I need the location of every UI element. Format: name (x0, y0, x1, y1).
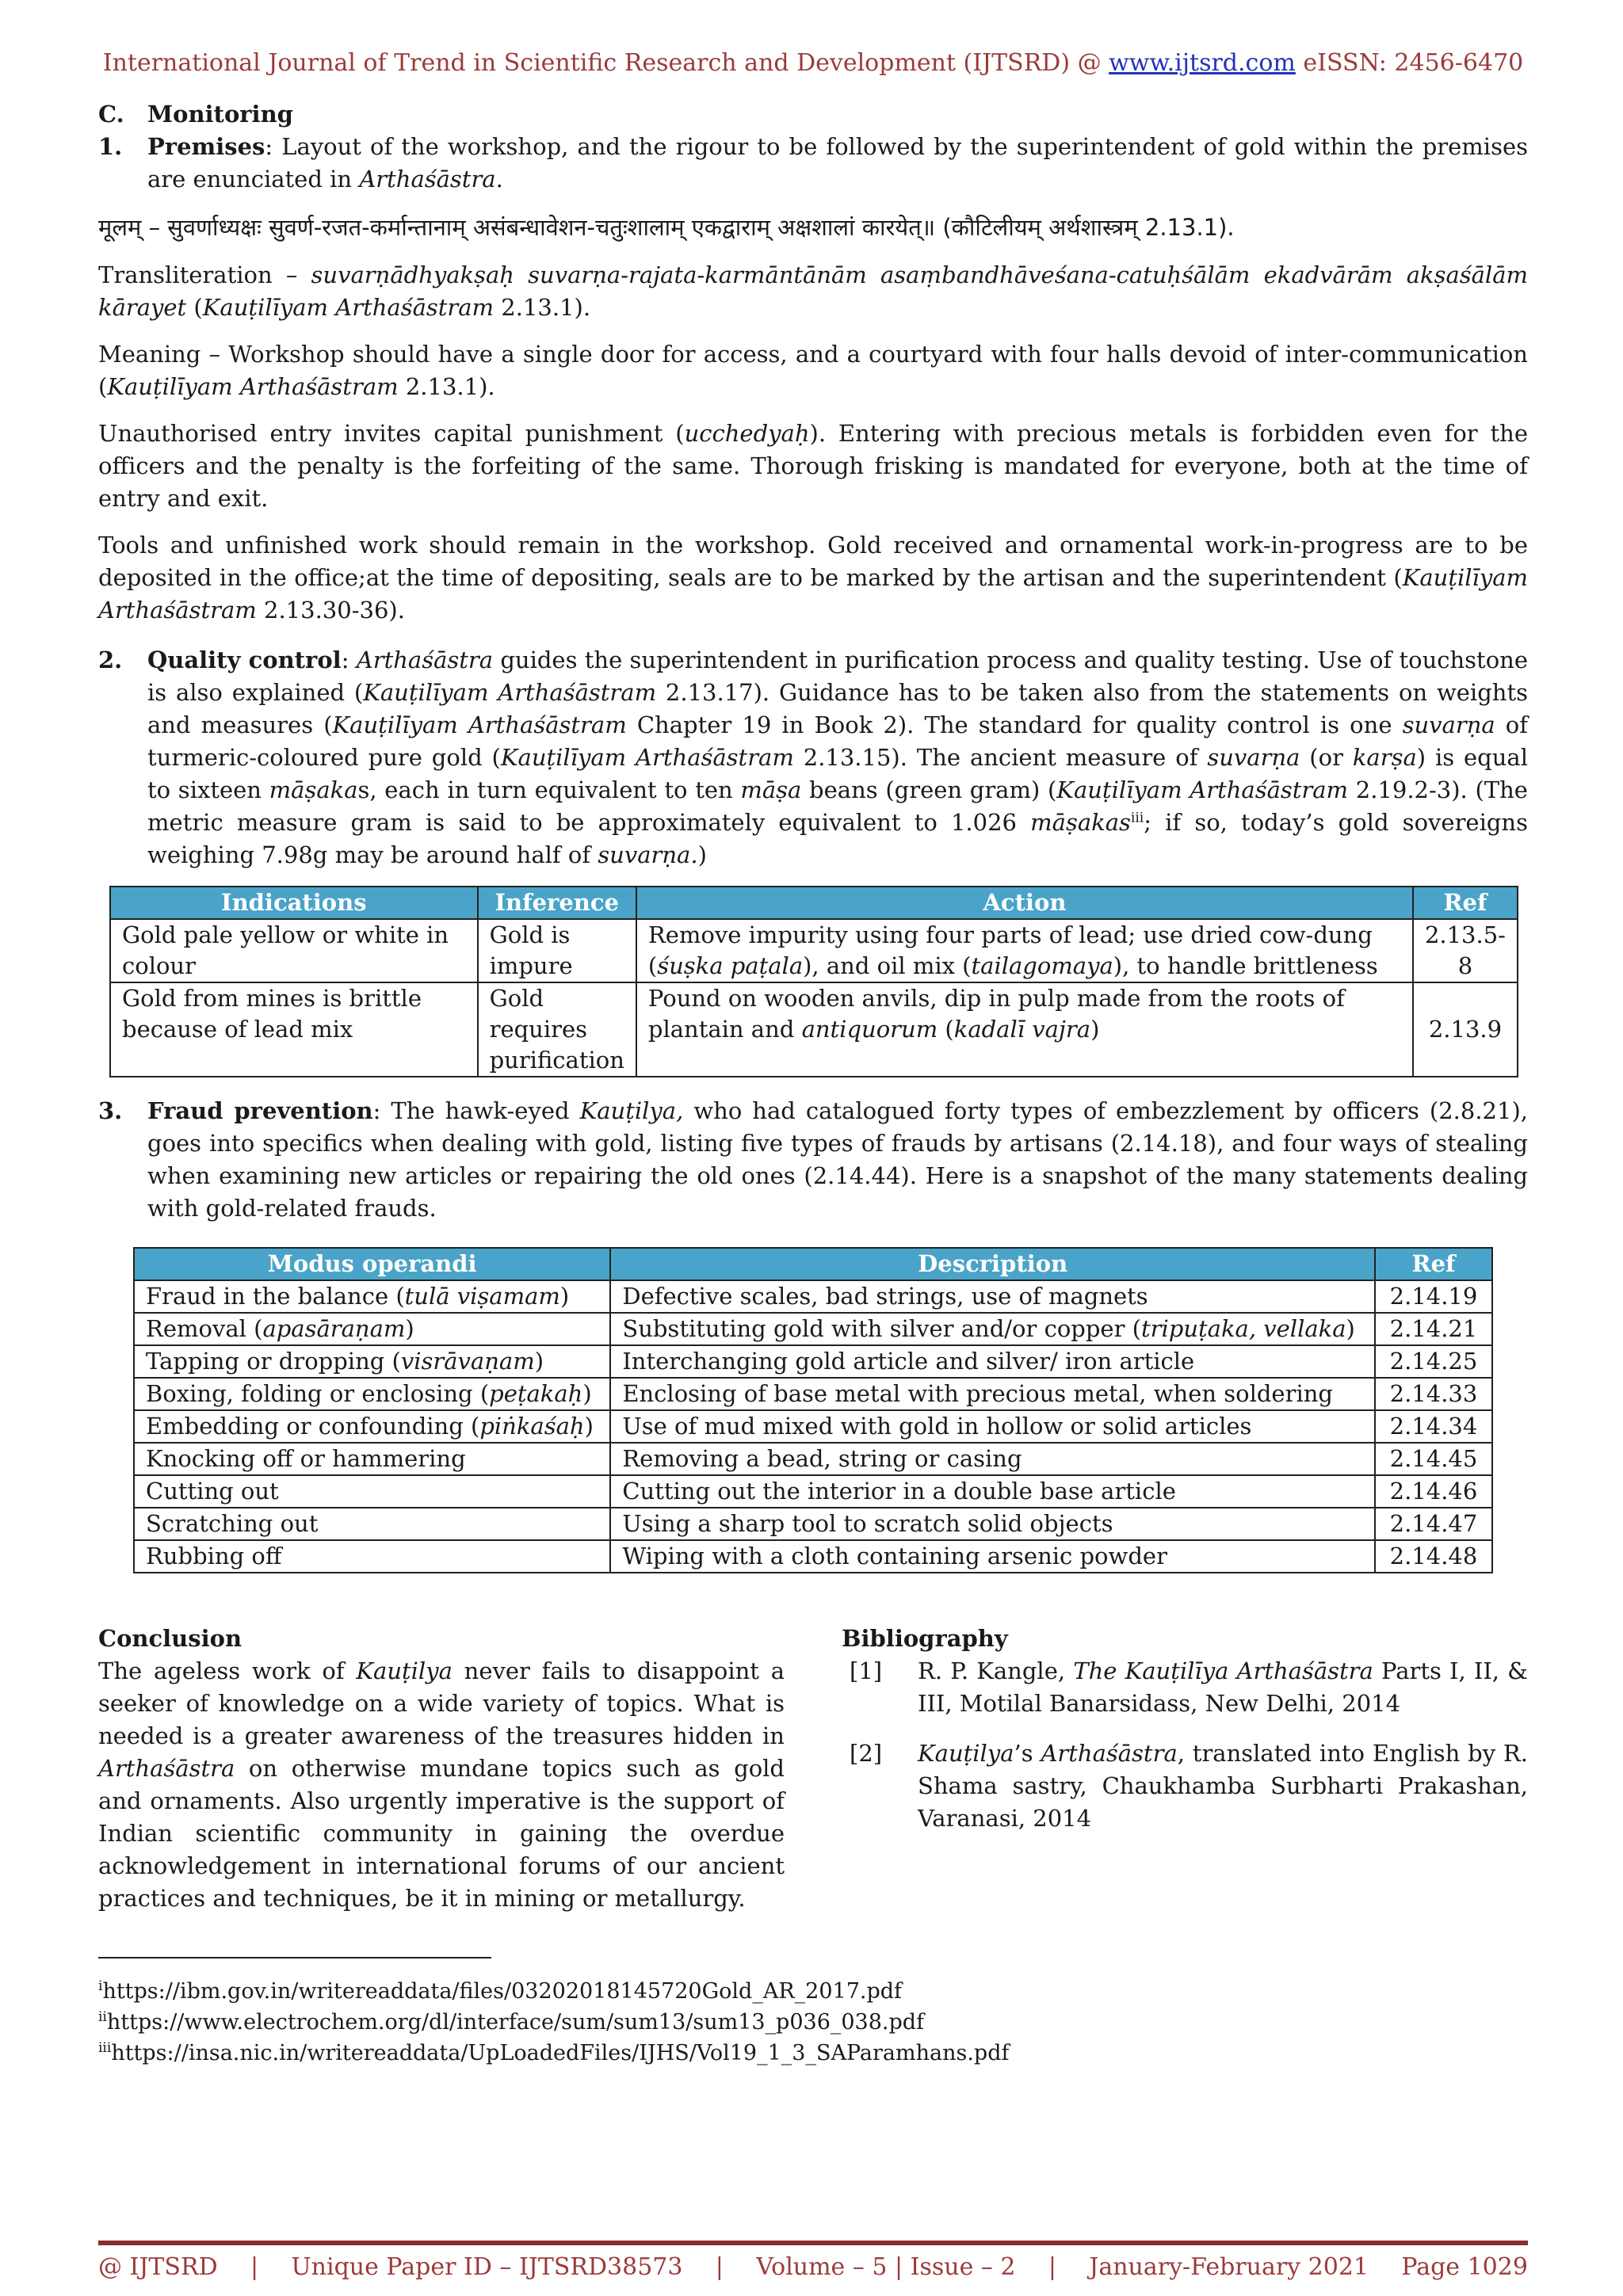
table-header-row (110, 887, 1518, 919)
footer-date: January-February 2021 (1089, 2253, 1369, 2281)
table-row (134, 1313, 1492, 1345)
column-header: Description (610, 1248, 1375, 1280)
fraud-a: : The hawk-eyed (372, 1097, 580, 1124)
table-row (134, 1410, 1492, 1443)
transliteration: Transliteration – suvarṇādhyakṣaḥ suvarṇa-rajata-karmāntānām asaṃbandhāveśana-catuḥśālām ekadvārām akṣaśālām kārayet (Kauṭilīyam Arthaśāstram 2.13.1). (98, 261, 1528, 321)
q-t2: guides the superintendent in purification process and quality testing. Use of touchstone is also explained ( (147, 646, 1528, 706)
description-cell (610, 1540, 1375, 1573)
q-t11: suvarṇa (1207, 744, 1300, 771)
modus-text: Scratching out (146, 1510, 319, 1537)
description-text: Wiping with a cloth containing arsenic powder (622, 1543, 1167, 1569)
q-t21: māṣakas (1030, 809, 1131, 836)
ref-cell: 2.14.25 (1375, 1345, 1492, 1378)
translit-refnum: 2.13.1). (494, 294, 591, 321)
item-number: 1. (98, 133, 123, 160)
q-t16: s, each in turn equivalent to ten (357, 776, 741, 803)
conclusion-text (98, 1655, 785, 1915)
q-t3: Kauṭilīyam Arthaśāstram (363, 679, 657, 706)
description-text: ) (1346, 1315, 1355, 1342)
tools-b: 2.13.30-36). (256, 597, 405, 624)
action-text: Remove impurity using four parts of lead; use dried cow-dung ( (647, 921, 1373, 979)
unauth-a: Unauthorised entry invites capital punishment ( (98, 420, 685, 447)
page-footer (98, 2253, 1528, 2281)
bibliography-column (842, 1623, 1528, 1915)
conclusion-c: on otherwise mundane topics such as gold and ornaments. Also urgently imperative is the support of Indian scientific community in gaining the overdue acknowledgement in international forums of our ancient practices and techniques, be it in mining or metallurgy. (98, 1755, 785, 1912)
premises-item: 1. Premises: Layout of the workshop, and the rigour to be followed by the superintendent of gold within the premises are enunciated in Arthaśāstra. (98, 131, 1528, 196)
section-heading (98, 98, 1528, 131)
footer-separator: | (250, 2253, 259, 2281)
ref-cell: 2.14.19 (1375, 1280, 1492, 1313)
quality-table (109, 886, 1518, 1077)
q-t4: 2.13.17). Guidance has to be taken also from the statements on weights and measures ( (147, 679, 1528, 738)
bib-text: ’s (1014, 1740, 1041, 1767)
unauth-b: ). Entering with precious metals is forbidden even for the officers and the penalty is the forfeiting of the same. Thorough frisking is mandated for everyone, both at the time of entry and exit. (98, 420, 1528, 512)
footnote (98, 2007, 1010, 2038)
tools-a: Tools and unfinished work should remain in the workshop. Gold received and ornamental work-in-progress are to be deposited in the office;at the time of depositing, seals are to be marked by the artisan and the superintendent ( (98, 532, 1528, 591)
column-header: Action (636, 887, 1413, 919)
action-term: śuṣka paṭala (657, 952, 804, 979)
description-text: Interchanging gold article and silver/ iron article (622, 1348, 1195, 1375)
bib-title: The Kauṭilīya Arthaśāstra (1073, 1657, 1373, 1684)
meaning (98, 338, 1528, 403)
description-text: Defective scales, bad strings, use of magnets (622, 1283, 1148, 1310)
modus-text: Removal ( (146, 1315, 263, 1342)
q-t10: 2.13.15). The ancient measure of (793, 744, 1208, 771)
footer-volume: Volume – 5 | Issue – 2 (756, 2253, 1016, 2281)
modus-text: Boxing, folding or enclosing ( (146, 1380, 490, 1407)
ref-cell: 2.14.45 (1375, 1443, 1492, 1475)
q-t18: beans (green gram) ( (801, 776, 1057, 803)
action-text: ), and oil mix ( (803, 952, 972, 979)
q-t23: suvarṇa. (598, 841, 698, 868)
fraud-prevention-item (98, 1095, 1528, 1225)
q-t8: of turmeric-coloured pure gold ( (147, 711, 1528, 771)
q-t17: māṣa (740, 776, 802, 803)
footnote-mark: i (98, 1978, 103, 1994)
modus-text: ) (405, 1315, 414, 1342)
modus-cell (134, 1443, 610, 1475)
table-row (134, 1508, 1492, 1540)
unauthorised-entry-paragraph (98, 418, 1528, 515)
footer-brand: @ IJTSRD (98, 2253, 218, 2281)
section-letter: C. (98, 101, 124, 128)
footnote-divider (98, 1957, 491, 1958)
modus-cell (134, 1508, 610, 1540)
bib-title: Kauṭilya (918, 1740, 1014, 1767)
modus-term: tulā viṣamam (404, 1283, 560, 1310)
quality-label: Quality control (147, 646, 342, 673)
footnote-url[interactable]: https://insa.nic.in/writereaddata/UpLoadedFiles/IJHS/Vol19_1_3_SAParamhans.pdf (111, 2041, 1010, 2065)
description-text: Removing a bead, string or casing (622, 1445, 1022, 1472)
ref-cell: 2.13.9 (1413, 982, 1518, 1077)
action-text: ( (938, 1016, 954, 1043)
modus-cell (134, 1313, 610, 1345)
description-text: Using a sharp tool to scratch solid objects (622, 1510, 1113, 1537)
table-row (134, 1345, 1492, 1378)
q-t24: ) (697, 841, 707, 868)
bibliography-entry (842, 1737, 1528, 1835)
modus-text: ) (534, 1348, 544, 1375)
translit-prefix: Transliteration – (98, 261, 311, 288)
description-text: Cutting out the interior in a double base article (622, 1478, 1176, 1505)
modus-text: Embedding or confounding ( (146, 1413, 480, 1440)
conclusion-heading: Conclusion (98, 1625, 242, 1652)
footer-paper-id: Unique Paper ID – IJTSRD38573 (291, 2253, 683, 2281)
description-text: Enclosing of base metal with precious metal, when soldering (622, 1380, 1333, 1407)
q-t13: karṣa (1352, 744, 1417, 771)
bib-text: Parts I, II, & III, Motilal Banarsidass, New Delhi, 2014 (918, 1657, 1528, 1717)
description-cell (610, 1280, 1375, 1313)
item-number: 3. (98, 1097, 123, 1124)
modus-text: Cutting out (146, 1478, 279, 1505)
action-term: kadalī vajra (953, 1016, 1091, 1043)
fraud-name: Kauṭilya, (579, 1097, 684, 1124)
footnote-url[interactable]: https://www.electrochem.org/dl/interface/sum/sum13/sum13_p036_038.pdf (106, 2010, 925, 2035)
inference-cell: Gold is impure (478, 919, 636, 982)
q-t9: Kauṭilīyam Arthaśāstram (500, 744, 794, 771)
journal-eissn: eISSN: 2456-6470 (1295, 49, 1524, 77)
footer-page: Page 1029 (1401, 2253, 1528, 2281)
action-text: ), to handle brittleness (1113, 952, 1378, 979)
table-row (134, 1378, 1492, 1410)
footer-rule (98, 2241, 1528, 2245)
footer-separator: | (1048, 2253, 1056, 2281)
fraud-table-body (134, 1280, 1492, 1573)
indication-cell: Gold from mines is brittle because of lead mix (110, 982, 478, 1077)
q-t20: 2.19.2-3). (The metric measure gram is said to be approximately equivalent to 1.026 (147, 776, 1528, 836)
bib-number: [1] (850, 1657, 883, 1684)
q-t22: ; if so, today’s gold sovereigns weighing 7.98g may be around half of (147, 809, 1528, 868)
description-text: Substituting gold with silver and/or copper ( (622, 1315, 1141, 1342)
table-row (110, 919, 1518, 982)
conclusion-ref: Arthaśāstra (98, 1755, 235, 1782)
description-cell (610, 1378, 1375, 1410)
column-header: Ref (1413, 887, 1518, 919)
main-content (98, 98, 1528, 1915)
modus-term: apasāraṇam (262, 1315, 406, 1342)
modus-text: ) (582, 1380, 592, 1407)
journal-link[interactable]: www.ijtsrd.com (1109, 49, 1296, 77)
modus-text: Tapping or dropping ( (146, 1348, 401, 1375)
footnote-mark: ii (98, 2009, 107, 2025)
translit-text: suvarṇādhyakṣaḥ suvarṇa-rajata-karmāntānām asaṃbandhāveśana-catuḥśālām ekadvārām akṣaśālām kārayet (98, 261, 1528, 321)
inference-cell: Gold requires purification (478, 982, 636, 1077)
bib-text: R. P. Kangle, (918, 1657, 1074, 1684)
table-row (110, 982, 1518, 1077)
journal-name: International Journal of Trend in Scientific Research and Development (IJTSRD) @ (102, 49, 1109, 77)
q-t12: (or (1300, 744, 1353, 771)
modus-term: visrāvaṇam (400, 1348, 535, 1375)
premises-ref: Arthaśāstra (359, 166, 496, 193)
bibliography-heading: Bibliography (842, 1625, 1008, 1652)
footnote-ref[interactable]: iii (1130, 810, 1144, 826)
modus-term: piṅkaśaḥ (479, 1413, 585, 1440)
footnote-url[interactable]: https://ibm.gov.in/writereaddata/files/03202018145720Gold_AR_2017.pdf (102, 1979, 903, 2004)
table-row (134, 1475, 1492, 1508)
table-header-row (134, 1248, 1492, 1280)
action-term: tailagomaya (971, 952, 1113, 979)
modus-cell (134, 1378, 610, 1410)
ref-cell: 2.14.46 (1375, 1475, 1492, 1508)
q-t7: suvarṇa (1402, 711, 1495, 738)
modus-text: ) (584, 1413, 594, 1440)
description-cell (610, 1443, 1375, 1475)
column-header: Modus operandi (134, 1248, 610, 1280)
table-row (134, 1280, 1492, 1313)
description-text: Use of mud mixed with gold in hollow or solid articles (622, 1413, 1252, 1440)
table-row (134, 1443, 1492, 1475)
modus-cell (134, 1280, 610, 1313)
indication-cell: Gold pale yellow or white in colour (110, 919, 478, 982)
meaning-refnum: 2.13.1). (398, 373, 495, 400)
unauth-term: ucchedyaḥ (684, 420, 810, 447)
ref-cell: 2.14.21 (1375, 1313, 1492, 1345)
section-title: Monitoring (147, 101, 293, 128)
q-t5: Kauṭilīyam Arthaśāstram (332, 711, 627, 738)
modus-cell (134, 1475, 610, 1508)
ref-cell: 2.13.5-8 (1413, 919, 1518, 982)
bib-title: Arthaśāstra (1041, 1740, 1178, 1767)
premises-end: . (495, 166, 503, 193)
journal-header (98, 49, 1528, 77)
conclusion-name: Kauṭilya (356, 1657, 453, 1684)
description-cell (610, 1410, 1375, 1443)
item-number: 2. (98, 646, 123, 673)
modus-cell (134, 1410, 610, 1443)
tools-paragraph (98, 529, 1528, 627)
description-cell (610, 1313, 1375, 1345)
description-term: tripuṭaka, vellaka (1140, 1315, 1346, 1342)
column-header: Inference (478, 887, 636, 919)
sanskrit-verse: मूलम् – सुवर्णाध्यक्षः सुवर्ण-रजत-कर्मान्तानाम् असंबन्धावेशन-चतुःशालाम् एकद्वाराम् अक्षशालां कारयेत्॥ (कौटिलीयम् अर्थशास्त्रम् 2.13.1). (98, 214, 1235, 241)
modus-text: Knocking off or hammering (146, 1445, 466, 1472)
footer-separator: | (715, 2253, 724, 2281)
table-row (134, 1540, 1492, 1573)
bib-text: , translated into English by R. Shama sastry, Chaukhamba Surbharti Prakashan, Varanasi, 2014 (918, 1740, 1528, 1832)
conclusion-a: The ageless work of (98, 1657, 357, 1684)
fraud-label: Fraud prevention (147, 1097, 373, 1124)
premises-text: Layout of the workshop, and the rigour to be followed by the superintendent of gold within the premises are enunciated in (147, 133, 1529, 193)
action-term: antiquorum (801, 1016, 938, 1043)
meaning-ref: Kauṭilīyam Arthaśāstram (107, 373, 399, 400)
modus-cell (134, 1540, 610, 1573)
q-t15: māṣaka (269, 776, 358, 803)
modus-text: ) (559, 1283, 570, 1310)
column-header: Ref (1375, 1248, 1492, 1280)
q-t6: Chapter 19 in Book 2). The standard for quality control is one (626, 711, 1403, 738)
modus-term: peṭakaḥ (489, 1380, 583, 1407)
action-text: ) (1090, 1016, 1100, 1043)
modus-text: Fraud in the balance ( (146, 1283, 405, 1310)
description-cell (610, 1345, 1375, 1378)
q-t19: Kauṭilīyam Arthaśāstram (1056, 776, 1349, 803)
ref-cell: 2.14.34 (1375, 1410, 1492, 1443)
action-text: Pound on wooden anvils, dip in pulp made from the roots of plantain and (647, 985, 1345, 1043)
translit-ref: Kauṭilīyam Arthaśāstram (202, 294, 495, 321)
ref-cell: 2.14.33 (1375, 1378, 1492, 1410)
quality-control-item: 2. Quality control: Arthaśāstra guides the superintendent in purification process and quality testing. Use of touchstone is also explained (Kauṭilīyam Arthaśāstram 2.13.17). Guidance has to be taken also from the statements on weights and measures (Kauṭilīyam Arthaśāstram Chapter 19 in Book 2). The standard for quality control is one suvarṇa of turmeric-coloured pure gold (Kauṭilīyam Arthaśāstram 2.13.15). The ancient measure of suvarṇa (or karṣa) is equal to sixteen māṣakas, each in turn equivalent to ten māṣa beans (green gram) (Kauṭilīyam Arthaśāstram 2.19.2-3). (The metric measure gram is said to be approximately equivalent to 1.026 māṣakas$^{iii}$; if so, today’s gold sovereigns weighing 7.98g may be around half of suvarṇa.) (98, 644, 1528, 871)
footnote (98, 1976, 1010, 2007)
meaning-text: Meaning – Workshop should have a single door for access, and a courtyard with four halls devoid of inter-communication ( (98, 341, 1528, 400)
action-cell (636, 919, 1413, 982)
modus-cell (134, 1345, 610, 1378)
tools-ref: Kauṭilīyam Arthaśāstram (98, 564, 1528, 624)
action-cell (636, 982, 1413, 1077)
conclusion-column (98, 1623, 785, 1915)
fraud-table (133, 1247, 1493, 1573)
description-cell (610, 1508, 1375, 1540)
bib-number: [2] (850, 1740, 883, 1767)
q-t1: Arthaśāstra (356, 646, 494, 673)
conclusion-b: never fails to disappoint a seeker of knowledge on a wide variety of topics. What is needed is a greater awareness of the treasures hidden in (98, 1657, 785, 1749)
fraud-b: who had catalogued forty types of embezzlement by officers (2.8.21), goes into specifics when dealing with gold, listing five types of frauds by artisans (2.14.18), and four ways of stealing when examining new articles or repairing the old ones (2.14.44). Here is a snapshot of the many statements dealing with gold-related frauds. (147, 1097, 1528, 1222)
footnote (98, 2038, 1010, 2069)
q-t14: ) is equal to sixteen (147, 744, 1528, 803)
description-cell (610, 1475, 1375, 1508)
two-column-section (98, 1623, 1528, 1915)
modus-text: Rubbing off (146, 1543, 282, 1569)
bibliography-entry (842, 1655, 1528, 1720)
ref-cell: 2.14.48 (1375, 1540, 1492, 1573)
premises-label: Premises (147, 133, 265, 160)
column-header: Indications (110, 887, 478, 919)
ref-cell: 2.14.47 (1375, 1508, 1492, 1540)
footnote-mark: iii (98, 2040, 112, 2056)
footnotes (98, 1976, 1010, 2069)
